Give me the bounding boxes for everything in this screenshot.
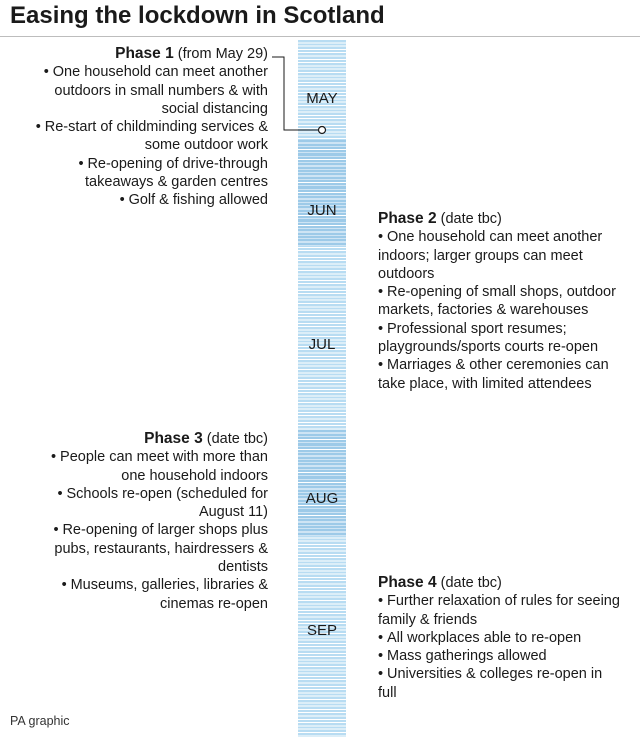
phase-4-item: • Universities & colleges re-open in full [378, 666, 603, 701]
phase-4-item: • Further relaxation of rules for seeing family & friends [378, 593, 620, 628]
phase-3-date: (date tbc) [206, 431, 268, 447]
phase-2-name: Phase 2 [378, 210, 437, 227]
phase-2-item: • Professional sport resumes; playgrounds/sports courts re-open [378, 320, 599, 356]
phase-2-heading [378, 210, 636, 228]
phase-3-block [30, 430, 268, 613]
phase-3-item: • Museums, galleries, libraries & cinemas re-open [61, 577, 268, 612]
phase-4-heading [378, 574, 623, 592]
page-title: Easing the lockdown in Scotland [10, 2, 385, 29]
phase-1-block [18, 45, 268, 210]
phase-2-item: • Re-opening of small shops, outdoor markets, factories & warehouses [378, 284, 616, 319]
phase-1-date: (from May 29) [177, 46, 268, 62]
phase-1-item: • Re-start of childminding services & some outdoor work [35, 119, 268, 154]
phase-1-start-marker [319, 127, 326, 134]
month-label-jun: JUN [307, 202, 337, 219]
phase-4-item: • Mass gatherings allowed [378, 648, 547, 665]
phase-3-name: Phase 3 [144, 430, 203, 447]
phase-3-heading [30, 430, 268, 448]
phase-2-item: • One household can meet another indoors; larger groups can meet outdoors [378, 229, 603, 282]
month-label-jul: JUL [308, 336, 336, 353]
phase-1-item: • One household can meet another outdoors in small numbers & with social distancing [43, 64, 268, 117]
phase-4-item: • All workplaces able to re-open [378, 629, 582, 646]
phase-2-item: • Marriages & other ceremonies can take place, with limited attendees [378, 357, 609, 392]
phase-1-item: • Golf & fishing allowed [119, 192, 268, 209]
month-label-may: MAY [306, 90, 338, 107]
phase-2-date: (date tbc) [440, 211, 502, 227]
phase-4-date: (date tbc) [440, 575, 502, 591]
month-label-sep: SEP [306, 622, 337, 639]
phase-4-block [378, 574, 623, 702]
source-credit: PA graphic [10, 714, 70, 728]
phase-1-heading [18, 45, 268, 63]
phase-1-item: • Re-opening of drive-through takeaways & garden centres [78, 155, 268, 191]
phase-4-name: Phase 4 [378, 574, 437, 591]
phase-1-name: Phase 1 [115, 45, 174, 62]
phase-3-item: • Schools re-open (scheduled for August 11) [57, 485, 268, 521]
phase-3-item: • People can meet with more than one household indoors [51, 449, 268, 484]
phase-2-block [378, 210, 636, 393]
month-label-aug: AUG [305, 490, 339, 507]
phase-3-item: • Re-opening of larger shops plus pubs, restaurants, hairdressers & dentists [53, 522, 268, 576]
